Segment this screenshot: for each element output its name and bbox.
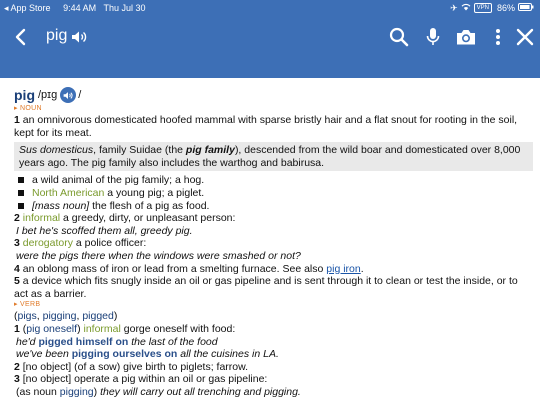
headword-row (14, 86, 532, 104)
sense-grammar: [no object] (22, 360, 72, 373)
pronunciation: /pɪɡ (38, 88, 58, 101)
example-sentence (14, 386, 532, 399)
sense-number: 3 (14, 373, 20, 386)
speaker-icon[interactable] (70, 28, 88, 46)
taxonomy-note (14, 142, 533, 171)
sense-number: 3 (14, 237, 20, 250)
example-highlight[interactable]: pigging (59, 385, 94, 398)
sense-register: informal (22, 212, 61, 225)
example-text: the last of the food (128, 335, 218, 348)
verb-forms: (pigs, pigging, pigged) (14, 310, 118, 323)
subsense-text: the flesh of a pig as food. (89, 199, 210, 212)
example-sentence (14, 348, 532, 361)
subsense-grammar: [mass noun] (32, 199, 90, 212)
bullet-icon (18, 203, 24, 209)
note-text-end: ), descended from the wild boar and domesticated over 8,000 years ago. The pig family also includes the warthog and babirusa. (19, 144, 521, 169)
example-text: he'd (16, 335, 39, 348)
example-sentence: I bet he's scoffed them all, greedy pig. (16, 224, 193, 237)
example-text: all the cuisines in LA. (177, 348, 279, 361)
back-icon[interactable] (10, 26, 30, 48)
example-text: we've been (16, 348, 72, 361)
subsense-region: North American (32, 186, 105, 199)
subsense-1 (14, 174, 532, 187)
status-bar (0, 0, 540, 16)
sense-register: derogatory (22, 237, 73, 250)
subsense-2 (14, 187, 532, 200)
forms-paren: ( (14, 310, 18, 323)
sense-definition: (of a sow) give birth to piglets; farrow. (71, 360, 249, 373)
sense-number: 2 (14, 360, 20, 373)
vpn-badge: VPN (474, 3, 492, 13)
phrase-link[interactable]: pig oneself (26, 322, 78, 335)
example-sentence (14, 336, 532, 349)
inflection-link[interactable]: pigs (17, 310, 37, 323)
sense-definition: operate a pig within an oil or gas pipeline: (71, 373, 268, 386)
battery-icon (518, 0, 534, 16)
example-highlight: pigging ourselves on (71, 348, 178, 361)
part-of-speech-noun: ▸ NOUN (14, 105, 42, 112)
forms-paren: ) (113, 310, 118, 323)
sense-number: 2 (14, 212, 20, 225)
subsense-text: a young pig; a piglet. (104, 186, 205, 199)
pig-iron-link[interactable]: pig iron (326, 262, 361, 275)
example-text: ) (93, 385, 98, 398)
back-app-label: App Store (10, 3, 51, 13)
inflection-link[interactable]: pigging (42, 310, 77, 323)
nav-row (0, 20, 540, 54)
part-of-speech-verb: ▸ VERB (14, 301, 41, 309)
wifi-icon (461, 0, 471, 16)
battery-percent: 86% (496, 3, 515, 13)
example-text: (as noun (16, 385, 60, 398)
sense-definition: an omnivorous domesticated hoofed mammal with sparse bristly hair and a flat snout for rooting in the soil, kept for its meat. (14, 114, 518, 139)
search-query[interactable]: pig (46, 27, 68, 44)
airplane-icon: ✈ (450, 3, 458, 13)
sense-number: 5 (14, 275, 20, 288)
sense-1 (14, 114, 532, 139)
sense-number: 1 (14, 114, 20, 126)
bullet-icon (18, 190, 24, 196)
sense-definition: a device which fits snugly inside an oil or gas pipeline and is sent through it to clean or test the inside, or to act as a barrier. (14, 275, 518, 300)
pronounce-speaker-icon[interactable] (60, 87, 76, 103)
verb-sense-3 (14, 373, 532, 386)
subsense-text: a wild animal of the pig family; a hog. (32, 174, 205, 187)
example-sentence: were the pigs there when the windows were smashed or not? (16, 249, 301, 262)
sense-grammar: [no object] (22, 373, 72, 386)
sense-5 (14, 275, 532, 300)
sense-4 (14, 263, 532, 276)
verb-sense-1: 1 (pig oneself) informal gorge oneself with food: (14, 322, 236, 335)
note-bold: pig family (185, 144, 235, 157)
headword: pig (14, 86, 35, 103)
more-icon[interactable] (492, 26, 504, 48)
note-text: , family Suidae (the (93, 144, 186, 157)
example-highlight: pigged himself on (38, 335, 129, 348)
sense-definition: gorge oneself with food: (120, 322, 236, 335)
sense-3 (14, 237, 532, 250)
pronunciation-close: / (78, 88, 82, 101)
back-to-app-link[interactable]: ◂ App Store (4, 3, 51, 13)
search-icon[interactable] (388, 26, 410, 48)
microphone-icon[interactable] (424, 26, 442, 48)
sense-2 (14, 212, 532, 225)
inflection-link[interactable]: pigged (82, 310, 114, 323)
top-bar (0, 0, 540, 78)
dictionary-entry (14, 86, 532, 398)
sense-register: informal (83, 322, 121, 335)
verb-sense-2 (14, 361, 532, 374)
status-time: 9:44 AM (63, 3, 97, 13)
bullet-icon (18, 177, 24, 183)
sense-definition: a greedy, dirty, or unpleasant person: (60, 212, 236, 225)
subsense-3 (14, 200, 532, 213)
sense-number: 1 (14, 322, 20, 335)
close-icon[interactable] (514, 26, 536, 48)
sense-number: 4 (14, 262, 20, 275)
status-date: Thu Jul 30 (103, 3, 146, 13)
example-text: they will carry out all trenching and pigging. (97, 385, 301, 398)
sense-definition: a police officer: (72, 237, 147, 250)
sense-end: . (360, 262, 364, 275)
sense-definition: an oblong mass of iron or lead from a smelting furnace. See also (19, 262, 327, 275)
note-species: Sus domesticus (19, 144, 94, 157)
camera-icon[interactable] (454, 26, 478, 48)
